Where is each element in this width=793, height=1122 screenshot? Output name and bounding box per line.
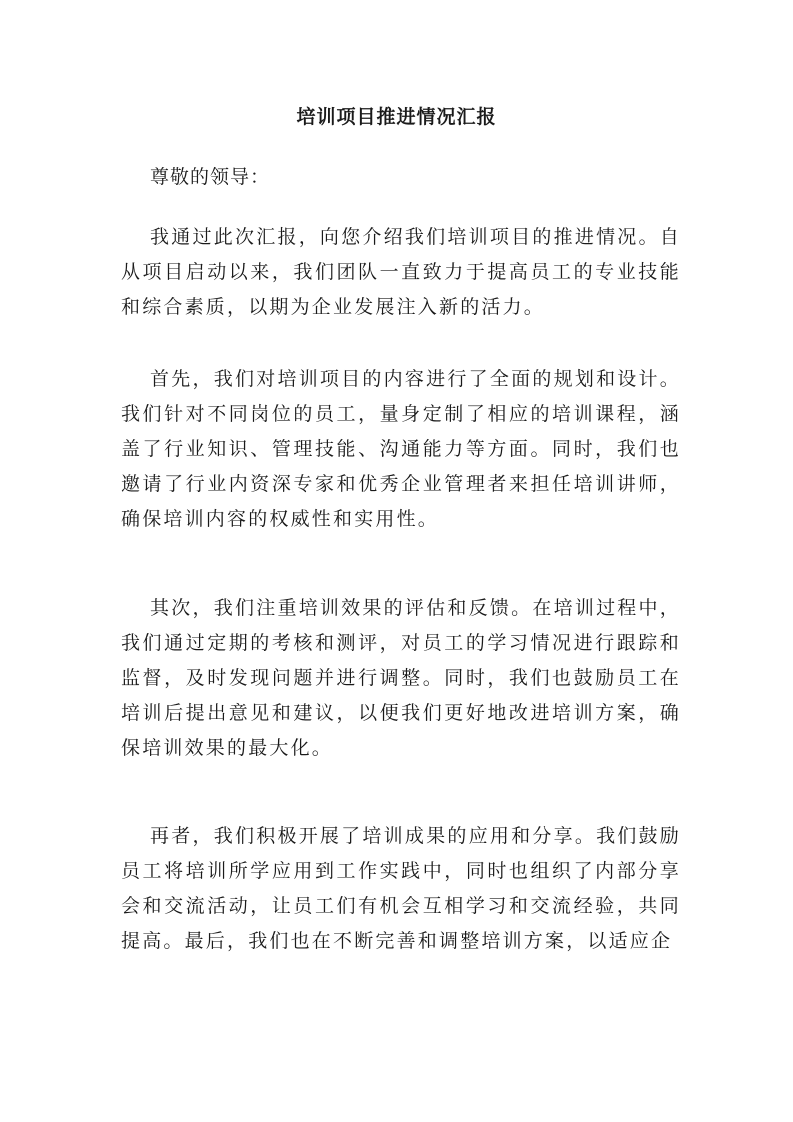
paragraph-evaluation: 其次，我们注重培训效果的评估和反馈。在培训过程中，我们通过定期的考核和测评，对员工的学习情况进行跟踪和监督，及时发现问题并进行调整。同时，我们也鼓励员工在培训后提出意见和建议，以便我们更好地改进培训方案，确保培训效果的最大化。	[121, 597, 681, 759]
paragraph-planning: 首先，我们对培训项目的内容进行了全面的规划和设计。我们针对不同岗位的员工，量身定制了相应的培训课程，涵盖了行业知识、管理技能、沟通能力等方面。同时，我们也邀请了行业内资深专家和优秀企业管理者来担任培训讲师，确保培训内容的权威性和实用性。	[121, 368, 681, 530]
salutation: 尊敬的领导：	[150, 166, 271, 188]
document-title: 培训项目推进情况汇报	[296, 106, 497, 128]
paragraph-application: 再者，我们积极开展了培训成果的应用和分享。我们鼓励员工将培训所学应用到工作实践中，同时也组织了内部分享会和交流活动，让员工们有机会互相学习和交流经验，共同提高。最后，我们也在不断完善和调整培训方案，以适应企	[121, 825, 681, 952]
paragraph-intro: 我通过此次汇报，向您介绍我们培训项目的推进情况。自从项目启动以来，我们团队一直致力于提高员工的专业技能和综合素质，以期为企业发展注入新的活力。	[121, 226, 681, 318]
